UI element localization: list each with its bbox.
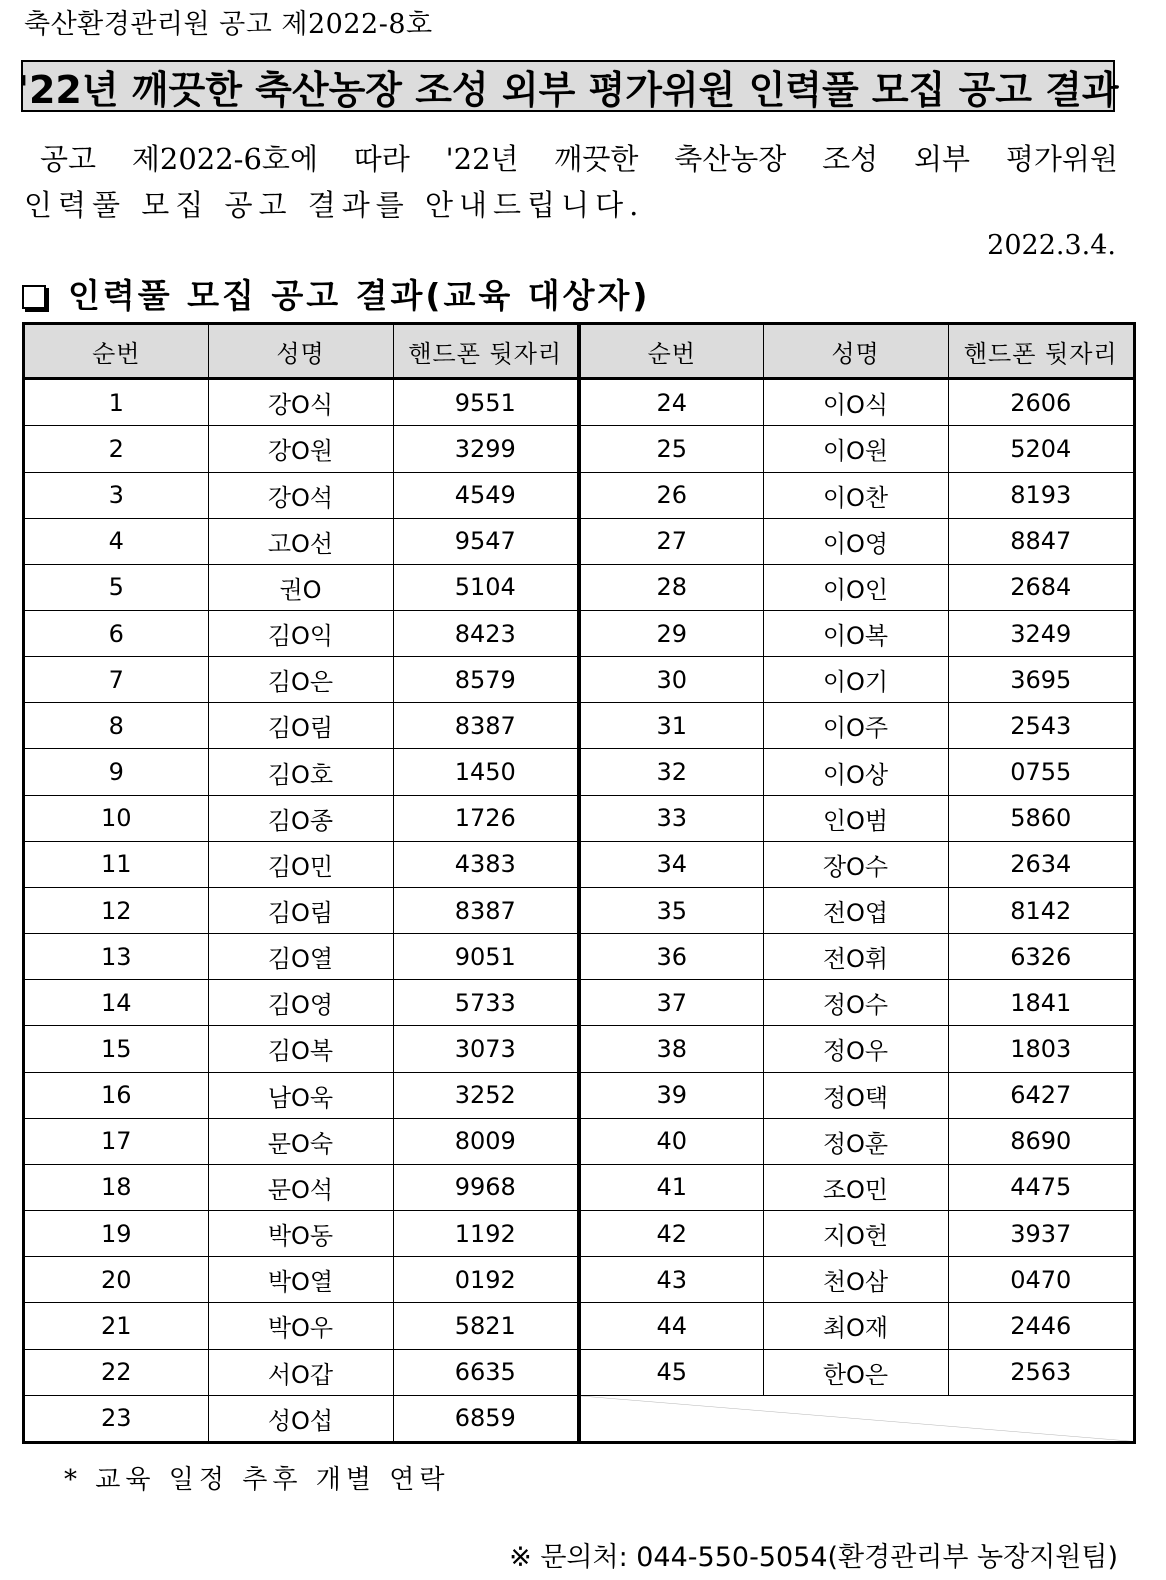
cell-phone-last-digits: 5104	[393, 564, 579, 610]
table-row	[25, 472, 1133, 518]
cell-name: 김O열	[208, 934, 393, 980]
cell-number: 28	[579, 564, 763, 610]
table-row	[25, 1164, 1133, 1210]
cell-name: 정O훈	[763, 1118, 948, 1164]
cell-name: 전O엽	[763, 887, 948, 933]
cell-phone-last-digits: 6635	[393, 1349, 579, 1395]
cell-number: 44	[579, 1303, 763, 1349]
cell-number: 30	[579, 657, 763, 703]
cell-phone-last-digits: 1726	[393, 795, 579, 841]
cell-number: 2	[25, 426, 208, 472]
cell-phone-last-digits: 1841	[948, 980, 1133, 1026]
table-row	[25, 887, 1133, 933]
cell-phone-last-digits: 5204	[948, 426, 1133, 472]
cell-name: 권O	[208, 564, 393, 610]
empty-diagonal-cell	[579, 1395, 1133, 1441]
cell-number: 11	[25, 841, 208, 887]
cell-phone-last-digits: 9968	[393, 1164, 579, 1210]
cell-phone-last-digits: 5821	[393, 1303, 579, 1349]
cell-number: 43	[579, 1257, 763, 1303]
intro-word: 평가위원	[1005, 142, 1118, 176]
cell-phone-last-digits: 0192	[393, 1257, 579, 1303]
cell-name: 김O익	[208, 611, 393, 657]
cell-name: 지O헌	[763, 1211, 948, 1257]
cell-number: 32	[579, 749, 763, 795]
section-title: 인력풀 모집 공고 결과(교육 대상자)	[68, 276, 651, 315]
cell-name: 정O우	[763, 1026, 948, 1072]
cell-number: 13	[25, 934, 208, 980]
cell-number: 37	[579, 980, 763, 1026]
cell-number: 12	[25, 887, 208, 933]
cell-name: 한O은	[763, 1349, 948, 1395]
header-name: 성명	[763, 325, 948, 379]
cell-name: 이O원	[763, 426, 948, 472]
cell-number: 33	[579, 795, 763, 841]
cell-phone-last-digits: 2543	[948, 703, 1133, 749]
cell-name: 성O섭	[208, 1395, 393, 1441]
cell-number: 17	[25, 1118, 208, 1164]
header-number: 순번	[25, 325, 208, 379]
cell-phone-last-digits: 3299	[393, 426, 579, 472]
cell-name: 정O택	[763, 1072, 948, 1118]
intro-word: 제2022-6호에	[131, 142, 318, 176]
cell-phone-last-digits: 8142	[948, 887, 1133, 933]
cell-number: 14	[25, 980, 208, 1026]
cell-number: 19	[25, 1211, 208, 1257]
cell-phone-last-digits: 0755	[948, 749, 1133, 795]
cell-number: 21	[25, 1303, 208, 1349]
cell-name: 문O숙	[208, 1118, 393, 1164]
cell-name: 정O수	[763, 980, 948, 1026]
table-row	[25, 841, 1133, 887]
table-row	[25, 657, 1133, 703]
intro-word: 깨끗한	[554, 142, 639, 176]
cell-name: 이O인	[763, 564, 948, 610]
cell-phone-last-digits: 8423	[393, 611, 579, 657]
cell-name: 이O상	[763, 749, 948, 795]
cell-number: 4	[25, 518, 208, 564]
header-number: 순번	[579, 325, 763, 379]
table-row	[25, 1118, 1133, 1164]
cell-name: 강O석	[208, 472, 393, 518]
cell-phone-last-digits: 3937	[948, 1211, 1133, 1257]
cell-number: 25	[579, 426, 763, 472]
cell-name: 인O범	[763, 795, 948, 841]
table-row	[25, 1349, 1133, 1395]
header-name: 성명	[208, 325, 393, 379]
cell-phone-last-digits: 0470	[948, 1257, 1133, 1303]
cell-phone-last-digits: 3249	[948, 611, 1133, 657]
cell-number: 18	[25, 1164, 208, 1210]
table-header-row	[25, 325, 1133, 379]
cell-phone-last-digits: 1450	[393, 749, 579, 795]
cell-name: 이O기	[763, 657, 948, 703]
cell-phone-last-digits: 8847	[948, 518, 1133, 564]
table-row	[25, 980, 1133, 1026]
cell-phone-last-digits: 2563	[948, 1349, 1133, 1395]
cell-number: 38	[579, 1026, 763, 1072]
cell-name: 이O복	[763, 611, 948, 657]
cell-phone-last-digits: 6859	[393, 1395, 579, 1441]
cell-number: 27	[579, 518, 763, 564]
cell-number: 26	[579, 472, 763, 518]
cell-name: 천O삼	[763, 1257, 948, 1303]
checkbox-bullet-icon	[22, 285, 46, 309]
cell-name: 이O식	[763, 379, 948, 426]
table-row	[25, 518, 1133, 564]
cell-name: 이O주	[763, 703, 948, 749]
table-row	[25, 749, 1133, 795]
table-row	[25, 934, 1133, 980]
intro-line-1	[24, 136, 1118, 182]
cell-number: 6	[25, 611, 208, 657]
intro-paragraph	[24, 136, 1118, 228]
cell-number: 41	[579, 1164, 763, 1210]
table-row	[25, 1303, 1133, 1349]
footnote: * 교육 일정 추후 개별 연락	[64, 1465, 450, 1495]
table-row	[25, 1072, 1133, 1118]
cell-phone-last-digits: 8387	[393, 887, 579, 933]
cell-phone-last-digits: 2684	[948, 564, 1133, 610]
intro-word: 공고	[40, 142, 97, 176]
cell-name: 강O식	[208, 379, 393, 426]
cell-name: 조O민	[763, 1164, 948, 1210]
cell-phone-last-digits: 2606	[948, 379, 1133, 426]
cell-name: 김O호	[208, 749, 393, 795]
cell-phone-last-digits: 6326	[948, 934, 1133, 980]
table-row	[25, 703, 1133, 749]
cell-phone-last-digits: 6427	[948, 1072, 1133, 1118]
cell-phone-last-digits: 8579	[393, 657, 579, 703]
cell-phone-last-digits: 4475	[948, 1164, 1133, 1210]
cell-name: 이O영	[763, 518, 948, 564]
cell-number: 7	[25, 657, 208, 703]
cell-number: 35	[579, 887, 763, 933]
intro-line-2: 인력풀 모집 공고 결과를 안내드립니다.	[24, 188, 645, 222]
cell-phone-last-digits: 3695	[948, 657, 1133, 703]
cell-name: 박O우	[208, 1303, 393, 1349]
cell-name: 김O복	[208, 1026, 393, 1072]
cell-number: 15	[25, 1026, 208, 1072]
header-phone-last-digits: 핸드폰 뒷자리	[948, 325, 1133, 379]
cell-phone-last-digits: 9051	[393, 934, 579, 980]
table-row	[25, 1026, 1133, 1072]
intro-word: 따라	[353, 142, 410, 176]
cell-number: 23	[25, 1395, 208, 1441]
cell-number: 36	[579, 934, 763, 980]
cell-phone-last-digits: 8009	[393, 1118, 579, 1164]
cell-phone-last-digits: 5860	[948, 795, 1133, 841]
cell-phone-last-digits: 8193	[948, 472, 1133, 518]
cell-name: 김O은	[208, 657, 393, 703]
cell-phone-last-digits: 3252	[393, 1072, 579, 1118]
cell-phone-last-digits: 5733	[393, 980, 579, 1026]
cell-phone-last-digits: 8387	[393, 703, 579, 749]
cell-name: 김O림	[208, 703, 393, 749]
cell-name: 박O열	[208, 1257, 393, 1303]
intro-word: 축산농장	[674, 142, 787, 176]
cell-phone-last-digits: 4383	[393, 841, 579, 887]
cell-phone-last-digits: 2446	[948, 1303, 1133, 1349]
cell-phone-last-digits: 4549	[393, 472, 579, 518]
cell-number: 34	[579, 841, 763, 887]
intro-word: 외부	[914, 142, 971, 176]
table-row	[25, 795, 1133, 841]
table-row	[25, 1257, 1133, 1303]
section-heading	[22, 270, 650, 317]
cell-name: 남O욱	[208, 1072, 393, 1118]
header-phone-last-digits: 핸드폰 뒷자리	[393, 325, 579, 379]
cell-number: 22	[25, 1349, 208, 1395]
cell-number: 10	[25, 795, 208, 841]
cell-phone-last-digits: 2634	[948, 841, 1133, 887]
notice-date: 2022.3.4.	[987, 230, 1116, 261]
document-title: '22년 깨끗한 축산농장 조성 외부 평가위원 인력풀 모집 공고 결과	[17, 67, 1119, 112]
title-box	[17, 60, 1119, 112]
cell-number: 8	[25, 703, 208, 749]
cell-number: 29	[579, 611, 763, 657]
table-row	[25, 426, 1133, 472]
cell-name: 전O휘	[763, 934, 948, 980]
cell-name: 박O동	[208, 1211, 393, 1257]
cell-number: 31	[579, 703, 763, 749]
cell-number: 9	[25, 749, 208, 795]
cell-phone-last-digits: 9547	[393, 518, 579, 564]
cell-number: 5	[25, 564, 208, 610]
table-row	[25, 379, 1133, 426]
cell-phone-last-digits: 1803	[948, 1026, 1133, 1072]
cell-name: 김O림	[208, 887, 393, 933]
cell-number: 42	[579, 1211, 763, 1257]
cell-name: 고O선	[208, 518, 393, 564]
intro-word: '22년	[445, 142, 519, 176]
cell-phone-last-digits: 8690	[948, 1118, 1133, 1164]
cell-number: 1	[25, 379, 208, 426]
cell-number: 39	[579, 1072, 763, 1118]
cell-name: 김O민	[208, 841, 393, 887]
cell-number: 24	[579, 379, 763, 426]
contact-info: ※ 문의처: 044-550-5054(환경관리부 농장지원팀)	[509, 1542, 1118, 1573]
cell-number: 40	[579, 1118, 763, 1164]
cell-number: 16	[25, 1072, 208, 1118]
table-row	[25, 564, 1133, 610]
cell-name: 김O종	[208, 795, 393, 841]
intro-word: 조성	[822, 142, 879, 176]
notice-number: 축산환경관리원 공고 제2022-8호	[24, 9, 433, 40]
cell-number: 3	[25, 472, 208, 518]
cell-name: 서O갑	[208, 1349, 393, 1395]
cell-name: 강O원	[208, 426, 393, 472]
cell-number: 20	[25, 1257, 208, 1303]
cell-number: 45	[579, 1349, 763, 1395]
cell-name: 이O찬	[763, 472, 948, 518]
diagonal-line	[581, 1396, 1133, 1441]
table-row	[25, 1395, 1133, 1441]
cell-name: 장O수	[763, 841, 948, 887]
cell-phone-last-digits: 1192	[393, 1211, 579, 1257]
cell-name: 문O석	[208, 1164, 393, 1210]
table-row	[25, 611, 1133, 657]
cell-phone-last-digits: 9551	[393, 379, 579, 426]
results-table	[22, 322, 1136, 1444]
cell-phone-last-digits: 3073	[393, 1026, 579, 1072]
table-row	[25, 1211, 1133, 1257]
cell-name: 최O재	[763, 1303, 948, 1349]
cell-name: 김O영	[208, 980, 393, 1026]
